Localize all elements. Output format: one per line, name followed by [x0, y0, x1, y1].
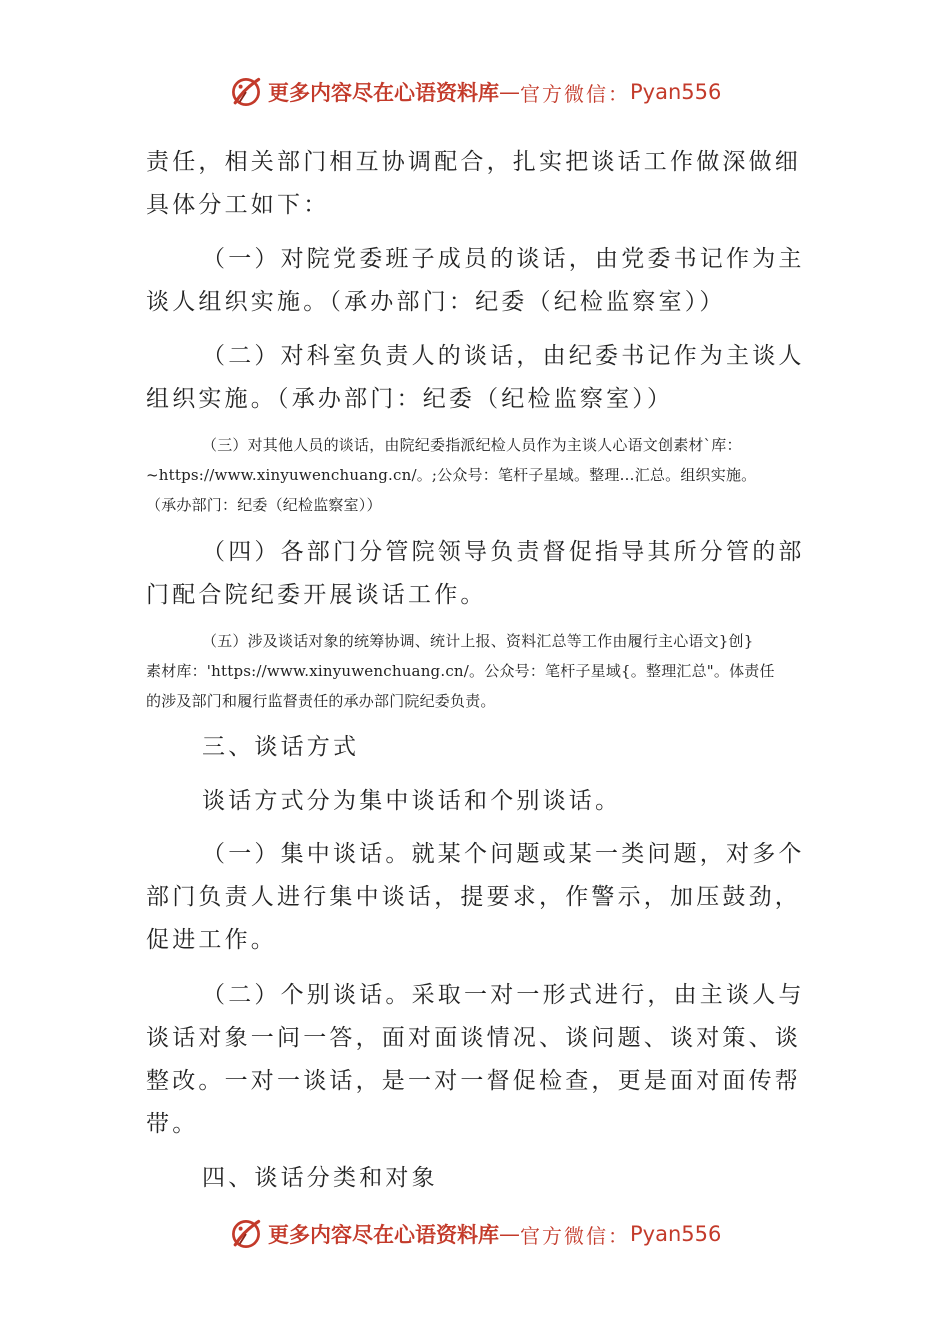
body-line: （一）对院党委班子成员的谈话，由党委书记作为主: [202, 246, 805, 272]
body-line: 促进工作。: [146, 927, 277, 953]
section-heading: 三、谈话方式: [202, 734, 360, 760]
body-line: 谈人组织实施。（承办部门：纪委（纪检监察室））: [146, 289, 726, 315]
header-banner: [228, 72, 721, 112]
body-line: 谈话对象一问一答，面对面谈情况、谈问题、谈对策、谈: [146, 1025, 801, 1051]
brush-logo-icon: [228, 74, 264, 110]
banner-wechat-id: Pyan556: [630, 80, 722, 104]
footer-banner: [228, 1214, 721, 1254]
body-line: （二）对科室负责人的谈话，由纪委书记作为主谈人: [202, 343, 805, 369]
small-note-line: （三）对其他人员的谈话，由院纪委指派纪检人员作为主谈人心语文创素材`库：: [202, 436, 742, 454]
small-note-line: （承办部门：纪委（纪检监察室））: [146, 496, 382, 514]
body-line: 具体分工如下：: [146, 192, 330, 218]
banner-wechat-label: 官方微信：: [520, 81, 630, 106]
banner-title: 更多内容尽在心语资料库: [268, 81, 499, 105]
body-line: 门配合院纪委开展谈话工作。: [146, 582, 487, 608]
banner-title: 更多内容尽在心语资料库: [268, 1223, 499, 1247]
body-line: 谈话方式分为集中谈话和个别谈话。: [202, 788, 622, 814]
brush-logo-icon: [228, 1216, 264, 1252]
small-note-line: 素材库：'https://www.xinyuwenchuang.cn/。公众号：笔杆子星域{。整理汇总"。体责任: [146, 662, 775, 680]
banner-separator: —: [499, 1222, 520, 1246]
small-note-line: （五）涉及谈话对象的统筹协调、统计上报、资料汇总等工作由履行主心语文}创}: [202, 632, 754, 650]
section-heading: 四、谈话分类和对象: [202, 1165, 438, 1191]
body-line: （二）个别谈话。采取一对一形式进行，由主谈人与: [202, 982, 805, 1008]
banner-wechat-label: 官方微信：: [520, 1223, 630, 1248]
body-line: 带。: [146, 1111, 199, 1137]
small-note-line: ~https://www.xinyuwenchuang.cn/。;公众号：笔杆子星域。整理…汇总。组织实施。: [146, 466, 757, 484]
body-line: 部门负责人进行集中谈话，提要求，作警示，加压鼓劲，: [146, 884, 801, 910]
banner-wechat-id: Pyan556: [630, 1222, 722, 1246]
body-line: 组织实施。（承办部门：纪委（纪检监察室））: [146, 386, 674, 412]
body-line: 整改。一对一谈话，是一对一督促检查，更是面对面传帮: [146, 1068, 801, 1094]
body-line: （四）各部门分管院领导负责督促指导其所分管的部: [202, 539, 805, 565]
body-line: 责任，相关部门相互协调配合，扎实把谈话工作做深做细: [146, 149, 801, 175]
body-line: （一）集中谈话。就某个问题或某一类问题，对多个: [202, 841, 805, 867]
small-note-line: 的涉及部门和履行监督责任的承办部门院纪委负责。: [146, 692, 496, 710]
banner-separator: —: [499, 80, 520, 104]
